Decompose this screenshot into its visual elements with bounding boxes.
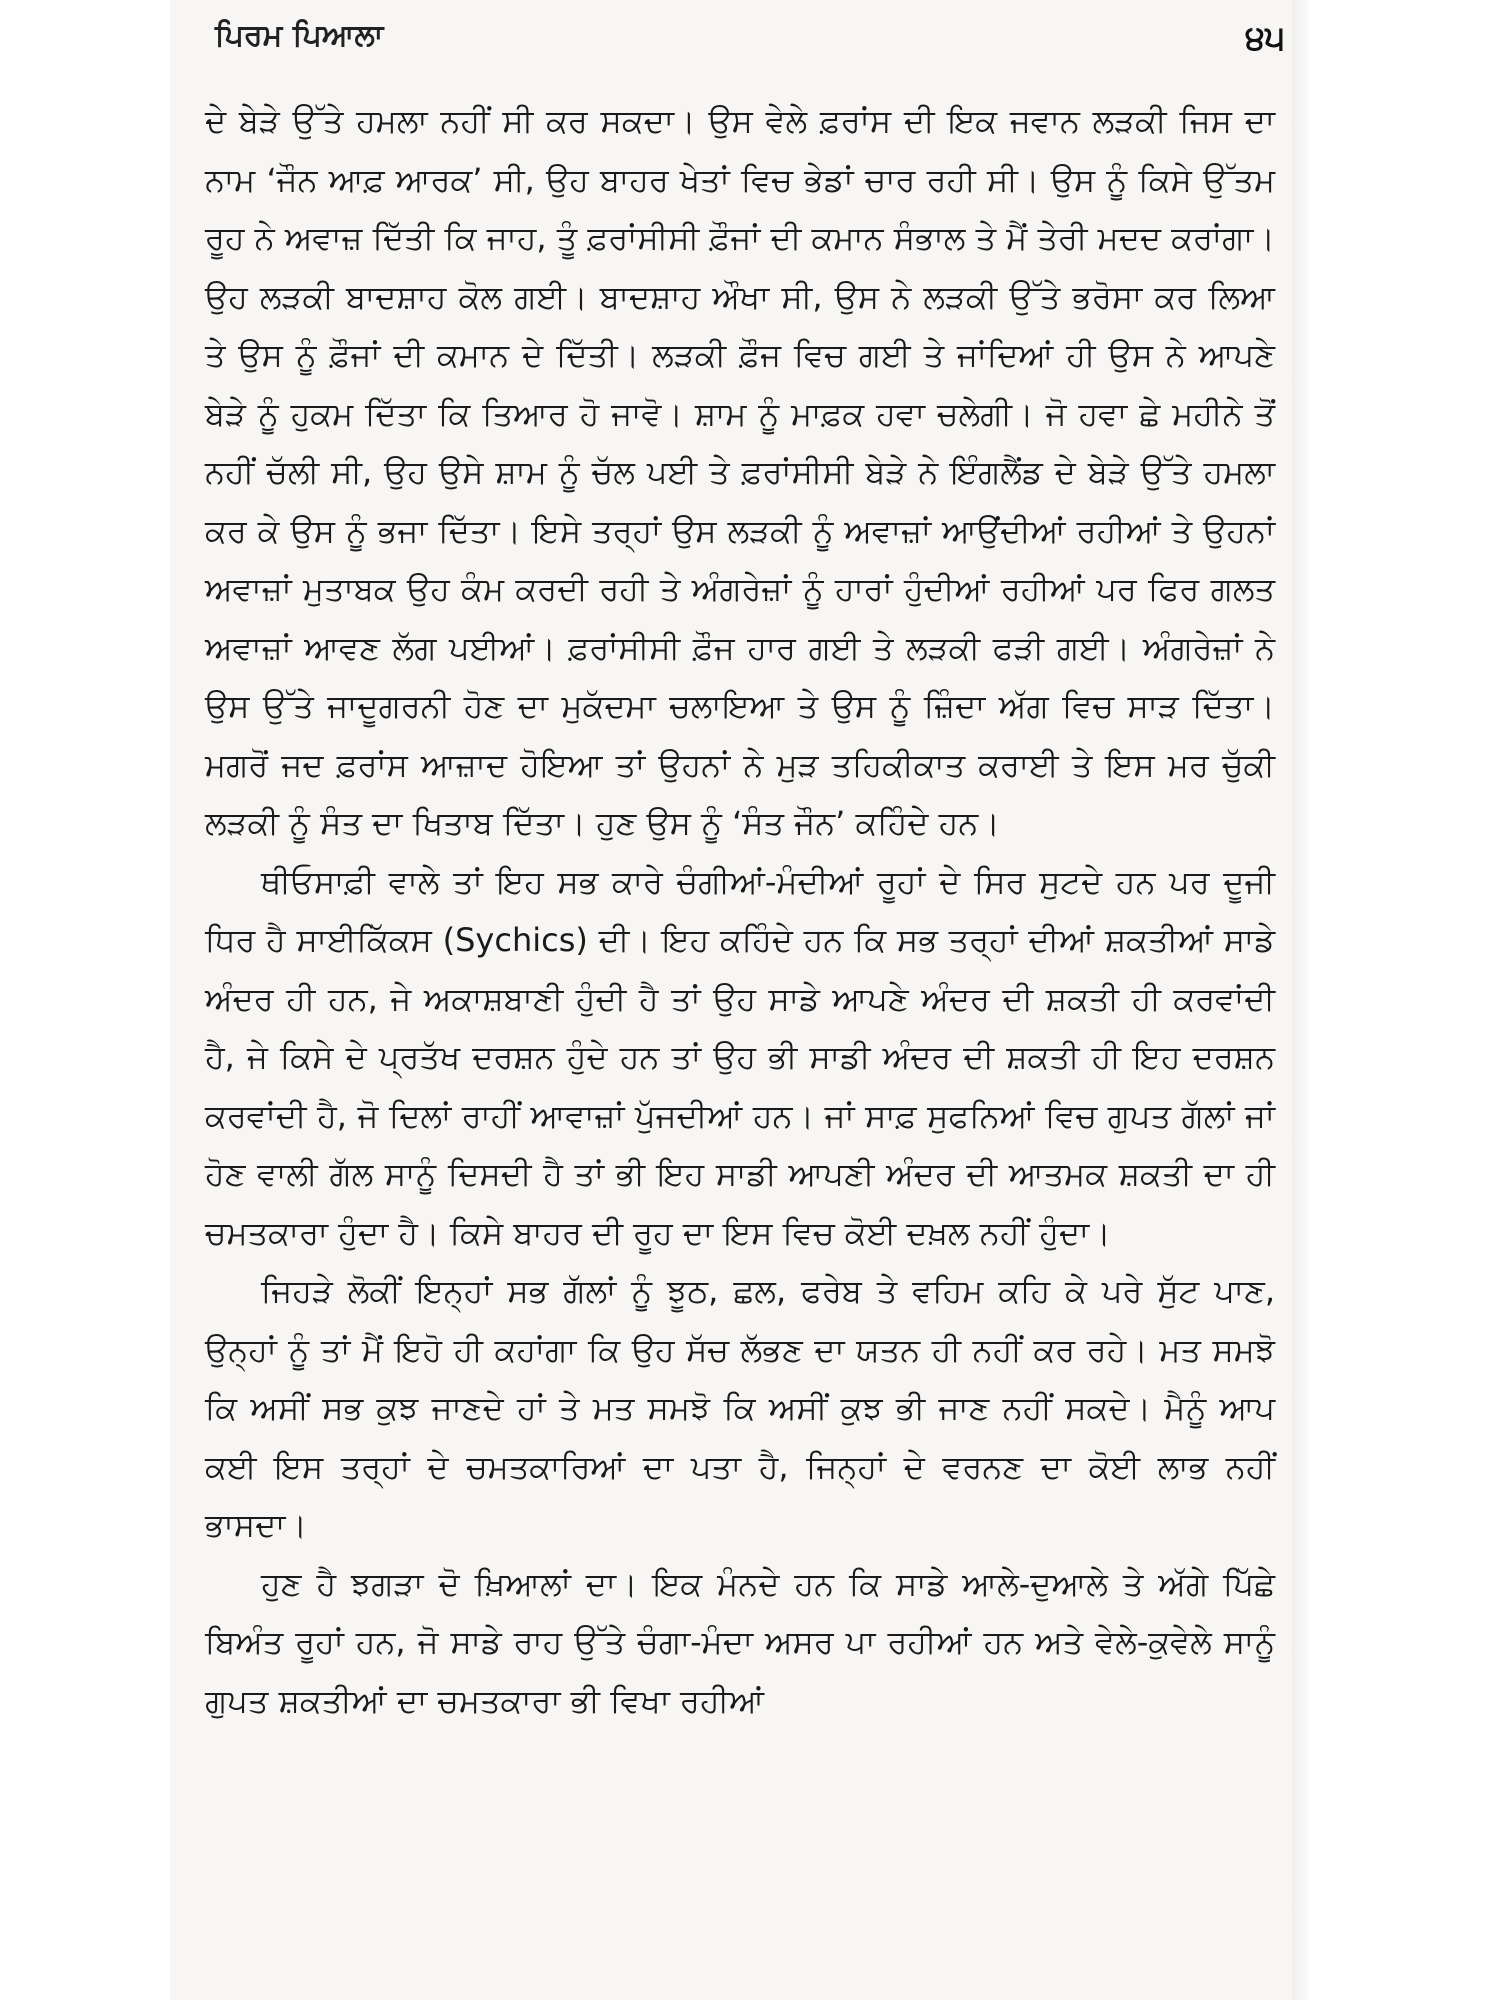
page-edge bbox=[1292, 0, 1308, 2000]
running-title: ਪਿਰਮ ਪਿਆਲਾ bbox=[215, 18, 384, 53]
paragraph-4: ਹੁਣ ਹੈ ਝਗੜਾ ਦੋ ਖ਼ਿਆਲਾਂ ਦਾ। ਇਕ ਮੰਨਦੇ ਹਨ ਕਿ ਸਾਡੇ ਆਲੇ-ਦੁਆਲੇ ਤੇ ਅੱਗੇ ਪਿੱਛੇ ਬਿਅੰਤ ਰੂਹਾਂ ਹਨ, ਜੋ ਸਾਡੇ ਰਾਹ ਉੱਤੇ ਚੰਗਾ-ਮੰਦਾ ਅਸਰ ਪਾ ਰਹੀਆਂ ਹਨ ਅਤੇ ਵੇਲੇ-ਕੁਵੇਲੇ ਸਾਨੂੰ ਗੁਪਤ ਸ਼ਕਤੀਆਂ ਦਾ ਚਮਤਕਾਰਾ ਭੀ ਵਿਖਾ ਰਹੀਆਂ bbox=[205, 1564, 1275, 1720]
body-text bbox=[205, 92, 1275, 1730]
paragraph-3: ਜਿਹੜੇ ਲੋਕੀਂ ਇਨ੍ਹਾਂ ਸਭ ਗੱਲਾਂ ਨੂੰ ਝੂਠ, ਛਲ, ਫਰੇਬ ਤੇ ਵਹਿਮ ਕਹਿ ਕੇ ਪਰੇ ਸੁੱਟ ਪਾਣ, ਉਨ੍ਹਾਂ ਨੂੰ ਤਾਂ ਮੈਂ ਇਹੋ ਹੀ ਕਹਾਂਗਾ ਕਿ ਉਹ ਸੱਚ ਲੱਭਣ ਦਾ ਯਤਨ ਹੀ ਨਹੀਂ ਕਰ ਰਹੇ। ਮਤ ਸਮਝੋ ਕਿ ਅਸੀਂ ਸਭ ਕੁਝ ਜਾਣਦੇ ਹਾਂ ਤੇ ਮਤ ਸਮਝੋ ਕਿ ਅਸੀਂ ਕੁਝ ਭੀ ਜਾਣ ਨਹੀਂ ਸਕਦੇ। ਮੈਨੂੰ ਆਪ ਕਈ ਇਸ ਤਰ੍ਹਾਂ ਦੇ ਚਮਤਕਾਰਿਆਂ ਦਾ ਪਤਾ ਹੈ, ਜਿਨ੍ਹਾਂ ਦੇ ਵਰਨਣ ਦਾ ਕੋਈ ਲਾਭ ਨਹੀਂ ਭਾਸਦਾ। bbox=[205, 1272, 1275, 1544]
page-header bbox=[215, 18, 1285, 68]
page-number: ੪੫ bbox=[1245, 18, 1285, 58]
paragraph-1: ਦੇ ਬੇੜੇ ਉੱਤੇ ਹਮਲਾ ਨਹੀਂ ਸੀ ਕਰ ਸਕਦਾ। ਉਸ ਵੇਲੇ ਫ਼ਰਾਂਸ ਦੀ ਇਕ ਜਵਾਨ ਲੜਕੀ ਜਿਸ ਦਾ ਨਾਮ ‘ਜੌਨ ਆਫ਼ ਆਰਕ’ ਸੀ, ਉਹ ਬਾਹਰ ਖੇਤਾਂ ਵਿਚ ਭੇਡਾਂ ਚਾਰ ਰਹੀ ਸੀ। ਉਸ ਨੂੰ ਕਿਸੇ ਉੱਤਮ ਰੂਹ ਨੇ ਅਵਾਜ਼ ਦਿੱਤੀ ਕਿ ਜਾਹ, ਤੂੰ ਫ਼ਰਾਂਸੀਸੀ ਫ਼ੌਜਾਂ ਦੀ ਕਮਾਨ ਸੰਭਾਲ ਤੇ ਮੈਂ ਤੇਰੀ ਮਦਦ ਕਰਾਂਗਾ। ਉਹ ਲੜਕੀ ਬਾਦਸ਼ਾਹ ਕੋਲ ਗਈ। ਬਾਦਸ਼ਾਹ ਔਖਾ ਸੀ, ਉਸ ਨੇ ਲੜਕੀ ਉੱਤੇ ਭਰੋਸਾ ਕਰ ਲਿਆ ਤੇ ਉਸ ਨੂੰ ਫ਼ੌਜਾਂ ਦੀ ਕਮਾਨ ਦੇ ਦਿੱਤੀ। ਲੜਕੀ ਫ਼ੌਜ ਵਿਚ ਗਈ ਤੇ ਜਾਂਦਿਆਂ ਹੀ ਉਸ ਨੇ ਆਪਣੇ ਬੇੜੇ ਨੂੰ ਹੁਕਮ ਦਿੱਤਾ ਕਿ ਤਿਆਰ ਹੋ ਜਾਵੋ। ਸ਼ਾਮ ਨੂੰ ਮਾਫ਼ਕ ਹਵਾ ਚਲੇਗੀ। ਜੋ ਹਵਾ ਛੇ ਮਹੀਨੇ ਤੋਂ ਨਹੀਂ ਚੱਲੀ ਸੀ, ਉਹ ਉਸੇ ਸ਼ਾਮ ਨੂੰ ਚੱਲ ਪਈ ਤੇ ਫ਼ਰਾਂਸੀਸੀ ਬੇੜੇ ਨੇ ਇੰਗਲੈਂਡ ਦੇ ਬੇੜੇ ਉੱਤੇ ਹਮਲਾ ਕਰ ਕੇ ਉਸ ਨੂੰ ਭਜਾ ਦਿੱਤਾ। ਇਸੇ ਤਰ੍ਹਾਂ ਉਸ ਲੜਕੀ ਨੂੰ ਅਵਾਜ਼ਾਂ ਆਉਂਦੀਆਂ ਰਹੀਆਂ ਤੇ ਉਹਨਾਂ ਅਵਾਜ਼ਾਂ ਮੁਤਾਬਕ ਉਹ ਕੰਮ ਕਰਦੀ ਰਹੀ ਤੇ ਅੰਗਰੇਜ਼ਾਂ ਨੂੰ ਹਾਰਾਂ ਹੁੰਦੀਆਂ ਰਹੀਆਂ ਪਰ ਫਿਰ ਗਲਤ ਅਵਾਜ਼ਾਂ ਆਵਣ ਲੱਗ ਪਈਆਂ। ਫ਼ਰਾਂਸੀਸੀ ਫ਼ੌਜ ਹਾਰ ਗਈ ਤੇ ਲੜਕੀ ਫੜੀ ਗਈ। ਅੰਗਰੇਜ਼ਾਂ ਨੇ ਉਸ ਉੱਤੇ ਜਾਦੂਗਰਨੀ ਹੋਣ ਦਾ ਮੁਕੱਦਮਾ ਚਲਾਇਆ ਤੇ ਉਸ ਨੂੰ ਜ਼ਿੰਦਾ ਅੱਗ ਵਿਚ ਸਾੜ ਦਿੱਤਾ। ਮਗਰੋਂ ਜਦ ਫ਼ਰਾਂਸ ਆਜ਼ਾਦ ਹੋਇਆ ਤਾਂ ਉਹਨਾਂ ਨੇ ਮੁੜ ਤਹਿਕੀਕਾਤ ਕਰਾਈ ਤੇ ਇਸ ਮਰ ਚੁੱਕੀ ਲੜਕੀ ਨੂੰ ਸੰਤ ਦਾ ਖਿਤਾਬ ਦਿੱਤਾ। ਹੁਣ ਉਸ ਨੂੰ ‘ਸੰਤ ਜੌਨ’ ਕਹਿੰਦੇ ਹਨ। bbox=[205, 102, 1275, 842]
paragraph-2: ਥੀਓਸਾਫ਼ੀ ਵਾਲੇ ਤਾਂ ਇਹ ਸਭ ਕਾਰੇ ਚੰਗੀਆਂ-ਮੰਦੀਆਂ ਰੂਹਾਂ ਦੇ ਸਿਰ ਸੁਟਦੇ ਹਨ ਪਰ ਦੂਜੀ ਧਿਰ ਹੈ ਸਾਈਕਿੱਕਸ (Sychics) ਦੀ। ਇਹ ਕਹਿੰਦੇ ਹਨ ਕਿ ਸਭ ਤਰ੍ਹਾਂ ਦੀਆਂ ਸ਼ਕਤੀਆਂ ਸਾਡੇ ਅੰਦਰ ਹੀ ਹਨ, ਜੇ ਅਕਾਸ਼ਬਾਣੀ ਹੁੰਦੀ ਹੈ ਤਾਂ ਉਹ ਸਾਡੇ ਆਪਣੇ ਅੰਦਰ ਦੀ ਸ਼ਕਤੀ ਹੀ ਕਰਵਾਂਦੀ ਹੈ, ਜੇ ਕਿਸੇ ਦੇ ਪ੍ਰਤੱਖ ਦਰਸ਼ਨ ਹੁੰਦੇ ਹਨ ਤਾਂ ਉਹ ਭੀ ਸਾਡੀ ਅੰਦਰ ਦੀ ਸ਼ਕਤੀ ਹੀ ਇਹ ਦਰਸ਼ਨ ਕਰਵਾਂਦੀ ਹੈ, ਜੋ ਦਿਲਾਂ ਰਾਹੀਂ ਆਵਾਜ਼ਾਂ ਪੁੱਜਦੀਆਂ ਹਨ। ਜਾਂ ਸਾਫ਼ ਸੁਫਨਿਆਂ ਵਿਚ ਗੁਪਤ ਗੱਲਾਂ ਜਾਂ ਹੋਣ ਵਾਲੀ ਗੱਲ ਸਾਨੂੰ ਦਿਸਦੀ ਹੈ ਤਾਂ ਭੀ ਇਹ ਸਾਡੀ ਆਪਣੀ ਅੰਦਰ ਦੀ ਆਤਮਕ ਸ਼ਕਤੀ ਦਾ ਹੀ ਚਮਤਕਾਰਾ ਹੁੰਦਾ ਹੈ। ਕਿਸੇ ਬਾਹਰ ਦੀ ਰੂਹ ਦਾ ਇਸ ਵਿਚ ਕੋਈ ਦਖ਼ਲ ਨਹੀਂ ਹੁੰਦਾ। bbox=[205, 862, 1275, 1252]
